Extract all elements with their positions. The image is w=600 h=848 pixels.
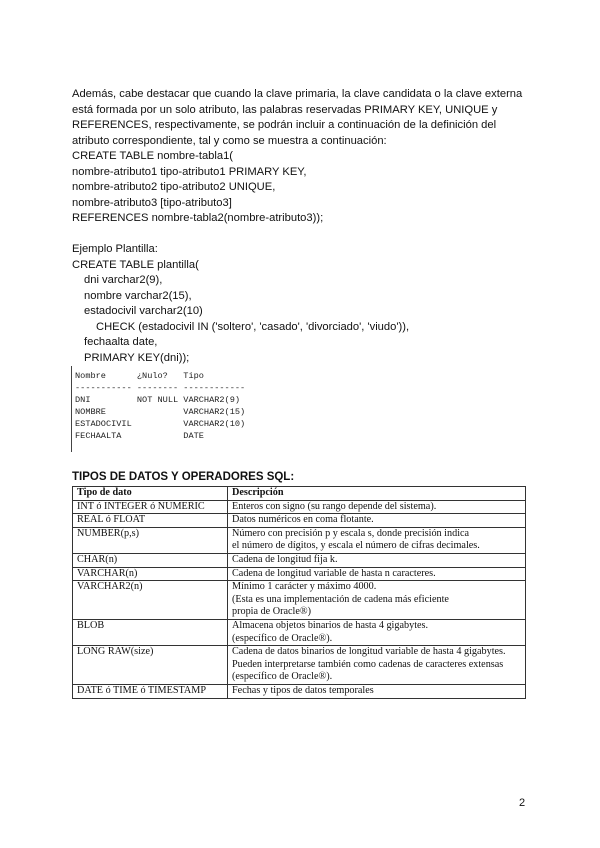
description-cell bbox=[228, 553, 526, 567]
column-header-description: Descripción bbox=[228, 487, 526, 501]
describe-row: DNI NOT NULL VARCHAR2(9) bbox=[75, 395, 241, 405]
example-code-line: nombre varchar2(15), bbox=[84, 289, 192, 302]
example-code-line: dni varchar2(9), bbox=[84, 274, 163, 286]
description-line: (específico de Oracle®). bbox=[232, 671, 333, 683]
table-header-row bbox=[73, 487, 526, 501]
body-text bbox=[72, 87, 532, 366]
describe-row: NOMBRE VARCHAR2(15) bbox=[75, 407, 246, 417]
description-line: el número de dígitos, y escala el número de cifras decimales. bbox=[232, 540, 480, 552]
code-line: nombre-atributo1 tipo-atributo1 PRIMARY KEY, bbox=[72, 165, 307, 178]
table-row bbox=[73, 646, 526, 685]
table-row bbox=[73, 619, 526, 645]
description-cell bbox=[228, 619, 526, 645]
intro-line: REFERENCES, respectivamente, se podrán incluir a continuación de la definición del bbox=[72, 119, 497, 131]
description-line: (específico de Oracle®). bbox=[232, 632, 333, 644]
description-line: Número con precisión p y escala s, donde precisión indica bbox=[232, 527, 470, 539]
describe-output-image bbox=[71, 366, 261, 452]
type-cell: LONG RAW(size) bbox=[73, 646, 228, 685]
intro-line: Además, cabe destacar que cuando la clave primaria, la clave candidata o la clave externa bbox=[72, 88, 523, 100]
code-line: nombre-atributo2 tipo-atributo2 UNIQUE, bbox=[72, 181, 276, 193]
description-line: Pueden interpretarse también como cadenas de caracteres extensas bbox=[232, 658, 504, 670]
description-cell bbox=[228, 684, 526, 698]
column-header-type: Tipo de dato bbox=[73, 487, 228, 501]
left-border bbox=[71, 366, 72, 452]
type-cell: REAL ó FLOAT bbox=[73, 514, 228, 528]
description-line: Mínimo 1 carácter y máximo 4000. bbox=[232, 581, 377, 593]
table-row bbox=[73, 500, 526, 514]
page-number: 2 bbox=[519, 797, 526, 809]
intro-line: atributo correspondiente, tal y como se muestra a continuación: bbox=[72, 134, 387, 147]
describe-row: FECHAALTA DATE bbox=[75, 431, 204, 441]
table-row bbox=[73, 567, 526, 581]
description-cell bbox=[228, 514, 526, 528]
description-cell bbox=[228, 500, 526, 514]
type-cell: VARCHAR(n) bbox=[73, 567, 228, 581]
example-code-line: estadocivil varchar2(10) bbox=[84, 305, 203, 317]
code-line: REFERENCES nombre-tabla2(nombre-atributo3)); bbox=[72, 212, 324, 224]
description-line: Cadena de longitud variable de hasta n caracteres. bbox=[232, 567, 436, 579]
description-cell bbox=[228, 567, 526, 581]
type-cell: INT ó INTEGER ó NUMERIC bbox=[73, 500, 228, 514]
describe-row: ESTADOCIVIL VARCHAR2(10) bbox=[75, 419, 246, 429]
description-cell bbox=[228, 646, 526, 685]
description-line: (Esta es una implementación de cadena más eficiente bbox=[232, 593, 449, 605]
example-title: Ejemplo Plantilla: bbox=[72, 243, 158, 255]
section-title: TIPOS DE DATOS Y OPERADORES SQL: bbox=[72, 471, 295, 483]
example-code-line: CREATE TABLE plantilla( bbox=[72, 258, 199, 271]
example-code-line: CHECK (estadocivil IN ('soltero', 'casado', 'divorciado', 'viudo')), bbox=[96, 320, 410, 333]
table-row bbox=[73, 581, 526, 620]
description-line: Datos numéricos en coma flotante. bbox=[232, 514, 374, 526]
type-cell: DATE ó TIME ó TIMESTAMP bbox=[73, 684, 228, 698]
type-cell: CHAR(n) bbox=[73, 553, 228, 567]
table-row bbox=[73, 684, 526, 698]
describe-rule: ----------- -------- ------------ bbox=[75, 383, 246, 393]
type-cell: BLOB bbox=[73, 619, 228, 645]
type-cell: NUMBER(p,s) bbox=[73, 527, 228, 553]
intro-line: está formada por un solo atributo, las palabras reservadas PRIMARY KEY, UNIQUE y bbox=[72, 103, 498, 116]
description-line: Almacena objetos binarios de hasta 4 gigabytes. bbox=[232, 619, 429, 631]
code-line: nombre-atributo3 [tipo-atributo3] bbox=[72, 196, 232, 209]
type-cell: VARCHAR2(n) bbox=[73, 581, 228, 620]
table-row bbox=[73, 514, 526, 528]
description-line: Cadena de longitud fija k. bbox=[232, 553, 338, 565]
description-cell bbox=[228, 581, 526, 620]
table-row bbox=[73, 527, 526, 553]
description-line: Fechas y tipos de datos temporales bbox=[232, 684, 374, 696]
description-line: Enteros con signo (su rango depende del sistema). bbox=[232, 500, 437, 512]
example-code-line: fechaalta date, bbox=[84, 336, 158, 348]
example-code-line: PRIMARY KEY(dni)); bbox=[84, 351, 190, 364]
describe-header: Nombre ¿Nulo? Tipo bbox=[75, 371, 204, 381]
description-cell bbox=[228, 527, 526, 553]
table-row bbox=[73, 553, 526, 567]
data-types-table bbox=[72, 486, 526, 699]
description-line: propia de Oracle®) bbox=[232, 606, 312, 618]
description-line: Cadena de datos binarios de longitud variable de hasta 4 gigabytes. bbox=[232, 646, 506, 658]
code-line: CREATE TABLE nombre-tabla1( bbox=[72, 150, 234, 162]
